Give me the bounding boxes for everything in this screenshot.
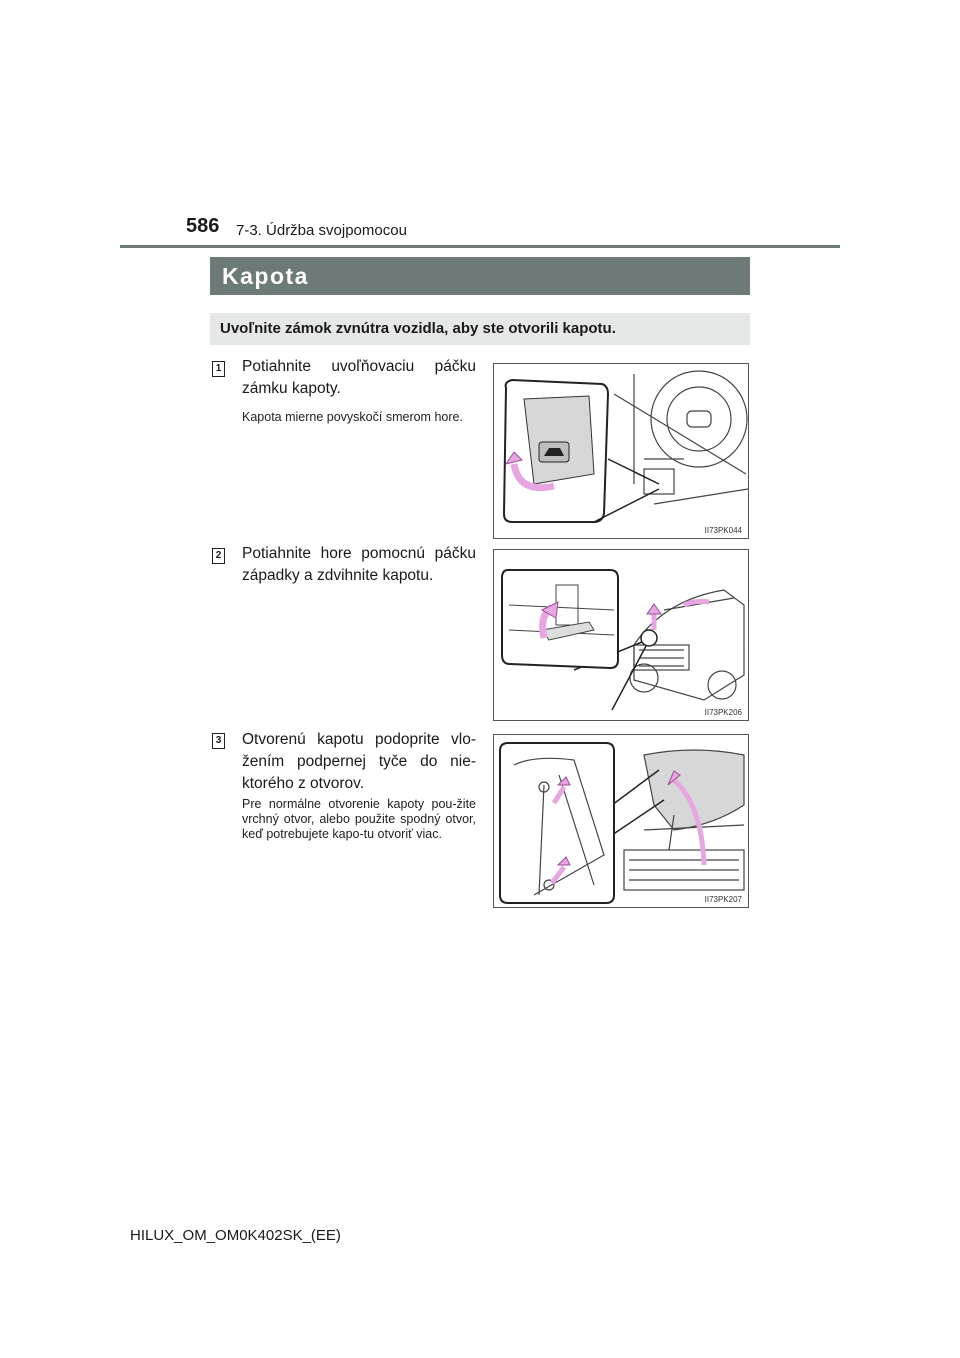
page-number: 586	[186, 215, 220, 237]
figure-hood-latch-lever	[493, 549, 749, 721]
header-divider	[120, 245, 840, 248]
section-title: Kapota	[210, 257, 750, 295]
step-2-number: 2	[212, 548, 225, 564]
figure-hood-support-rod	[493, 734, 749, 908]
step-3-number: 3	[212, 733, 225, 749]
section-reference: 7-3. Údržba svojpomocou	[236, 222, 407, 239]
step-1-number: 1	[212, 361, 225, 377]
step-3-text: Otvorenú kapotu podoprite vlo-žením podpernej tyče do nie-ktorého z otvorov.	[242, 731, 476, 792]
figure-2-code: II73PK206	[704, 708, 742, 717]
step-1-text: Potiahnite uvoľňovaciu páčku zámku kapoty.	[242, 358, 476, 397]
figure-hood-release-lever	[493, 363, 749, 539]
step-3-note: Pre normálne otvorenie kapoty pou-žite vrchný otvor, alebo použite spodný otvor, keď potrebujete kapo-tu otvoriť viac.	[242, 797, 476, 841]
step-2-text: Potiahnite hore pomocnú páčku západky a zdvihnite kapotu.	[242, 545, 476, 584]
step-1-note: Kapota mierne povyskočí smerom hore.	[242, 410, 463, 424]
intro-text: Uvoľnite zámok zvnútra vozidla, aby ste otvorili kapotu.	[210, 313, 750, 345]
figure-1-code: II73PK044	[704, 526, 742, 535]
document-id: HILUX_OM_OM0K402SK_(EE)	[130, 1227, 341, 1244]
figure-3-code: II73PK207	[704, 895, 742, 904]
